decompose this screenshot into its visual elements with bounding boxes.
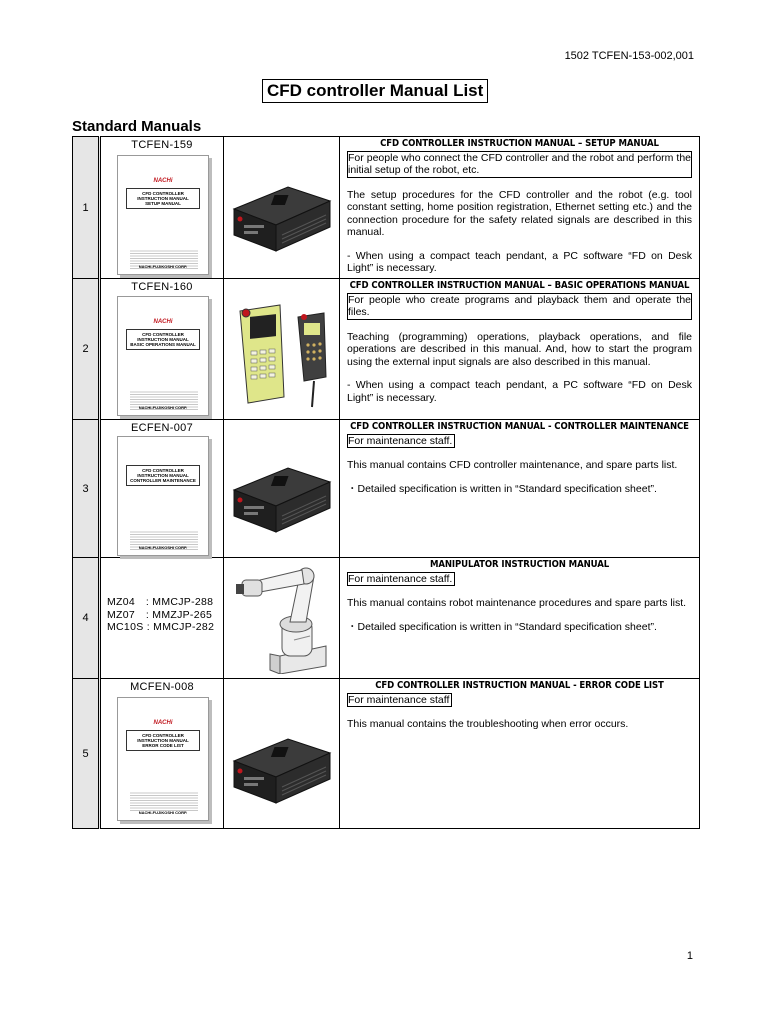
cover-footer: NACHI-FUJIKOSHI CORP. xyxy=(138,545,188,550)
cover-title-line: CFD CONTROLLER xyxy=(142,468,184,473)
product-image-cell xyxy=(224,420,340,558)
manual-cover-thumbnail xyxy=(117,436,209,556)
description-paragraph: ・Detailed specification is written in “Standard specification sheet”. xyxy=(347,482,657,495)
row-number: 1 xyxy=(73,137,100,279)
manual-code: MCFEN-008 xyxy=(130,681,194,693)
robot-arm-image xyxy=(230,562,334,674)
product-image-cell xyxy=(224,558,340,679)
cover-title-line: INSTRUCTION MANUAL xyxy=(137,196,189,201)
row-number: 3 xyxy=(73,420,100,558)
cover-title-box xyxy=(126,730,200,751)
nachi-logo: NACHi xyxy=(153,319,173,325)
description-paragraph: The setup procedures for the CFD controller and the robot (e.g. tool constant setting, home position registration, Ethernet setting etc.) and the connection procedure for the safety related signals are described in this manual. xyxy=(347,188,692,238)
description-cell xyxy=(340,137,700,279)
model-list xyxy=(107,596,214,634)
page-title: CFD controller Manual List xyxy=(262,79,488,103)
nachi-logo: NACHi xyxy=(153,178,173,184)
row-number: 4 xyxy=(73,558,100,679)
document-id: 1502 TCFEN-153-002,001 xyxy=(564,50,694,62)
description-paragraph: This manual contains the troubleshooting when error occurs. xyxy=(347,718,629,730)
cover-title-line: INSTRUCTION MANUAL xyxy=(137,337,189,342)
manual-cover-thumbnail xyxy=(117,697,209,821)
cover-title-line: ERROR CODE LIST xyxy=(142,743,184,748)
manual-list-table xyxy=(72,136,700,829)
model-item: MZ04 : MMCJP-288 xyxy=(107,596,214,608)
manual-cover-cell xyxy=(100,420,224,558)
description-cell xyxy=(340,279,700,420)
manual-cover-cell xyxy=(100,279,224,420)
cover-title-line: CONTROLLER MAINTENANCE xyxy=(130,478,196,483)
cover-body-text xyxy=(130,791,198,811)
table-row xyxy=(73,279,700,420)
description-paragraph: This manual contains CFD controller maintenance, and spare parts list. xyxy=(347,459,678,471)
manual-cover-thumbnail xyxy=(117,296,209,416)
target-audience: For maintenance staff. xyxy=(347,572,455,587)
manual-code: ECFEN-007 xyxy=(131,422,193,434)
row-number: 5 xyxy=(73,679,100,829)
cover-title-box xyxy=(126,329,200,350)
manual-cover-cell xyxy=(100,679,224,829)
cover-footer: NACHI-FUJIKOSHI CORP. xyxy=(138,264,188,269)
controller-unit-image xyxy=(230,721,334,805)
description-paragraph: ・Detailed specification is written in “Standard specification sheet”. xyxy=(347,620,657,633)
cover-footer: NACHI-FUJIKOSHI CORP. xyxy=(138,810,188,815)
product-image-cell xyxy=(224,137,340,279)
manual-title: CFD CONTROLLER INSTRUCTION MANUAL - ERROR CODE LIST xyxy=(375,680,664,691)
manual-cover-cell xyxy=(100,137,224,279)
table-row xyxy=(73,679,700,829)
cover-title-line: CFD CONTROLLER xyxy=(142,191,184,196)
controller-unit-image xyxy=(230,169,334,253)
section-heading: Standard Manuals xyxy=(72,118,202,135)
manual-cover-thumbnail xyxy=(117,155,209,275)
manual-code: TCFEN-159 xyxy=(131,139,193,151)
manual-title: CFD CONTROLLER INSTRUCTION MANUAL - CONTROLLER MAINTENANCE xyxy=(350,421,689,432)
teach-pendants-image xyxy=(230,297,334,413)
cover-title-line: INSTRUCTION MANUAL xyxy=(137,738,189,743)
cover-title-box xyxy=(126,465,200,486)
cover-title-line: INSTRUCTION MANUAL xyxy=(137,473,189,478)
cover-title-box xyxy=(126,188,200,209)
cover-title-line: CFD CONTROLLER xyxy=(142,332,184,337)
target-audience: For people who create programs and playback them and operate the files. xyxy=(348,293,691,318)
product-image-cell xyxy=(224,279,340,420)
description-paragraph: - When using a compact teach pendant, a PC software “FD on Desk Light” is necessary. xyxy=(347,379,692,404)
description-paragraph: Teaching (programming) operations, playback operations, and file operations are described in this manual. And, how to start the program using the external input signals are also described in this manual. xyxy=(347,330,692,368)
target-audience: For people who connect the CFD controller and the robot and perform the initial setup of the robot, etc. xyxy=(348,151,691,176)
nachi-logo: NACHi xyxy=(153,720,173,726)
cover-title-line: BASIC OPERATIONS MANUAL xyxy=(130,342,196,347)
product-image-cell xyxy=(224,679,340,829)
cover-footer: NACHI-FUJIKOSHI CORP. xyxy=(138,405,188,410)
target-audience: For maintenance staff. xyxy=(347,434,455,449)
controller-unit-image xyxy=(230,450,334,534)
table-row xyxy=(73,137,700,279)
description-cell xyxy=(340,679,700,829)
description-cell xyxy=(340,558,700,679)
cover-title-line: SETUP MANUAL xyxy=(145,201,181,206)
manual-title: MANIPULATOR INSTRUCTION MANUAL xyxy=(429,559,610,570)
manual-title: CFD CONTROLLER INSTRUCTION MANUAL – SETUP MANUAL xyxy=(380,138,659,149)
model-item: MC10S : MMCJP-282 xyxy=(107,621,215,633)
manual-code: TCFEN-160 xyxy=(131,281,193,293)
table-row xyxy=(73,420,700,558)
description-paragraph: This manual contains robot maintenance procedures and spare parts list. xyxy=(347,597,687,609)
cover-title-line: CFD CONTROLLER xyxy=(142,733,184,738)
model-item: MZ07 : MMZJP-265 xyxy=(107,608,213,621)
manual-title: CFD CONTROLLER INSTRUCTION MANUAL – BASIC OPERATIONS MANUAL xyxy=(349,280,690,291)
manual-models-cell xyxy=(100,558,224,679)
page-number: 1 xyxy=(686,950,693,962)
row-number: 2 xyxy=(73,279,100,420)
description-cell xyxy=(340,420,700,558)
target-audience: For maintenance staff xyxy=(347,693,452,708)
description-paragraph: - When using a compact teach pendant, a PC software “FD on Desk Light” is necessary. xyxy=(347,249,692,274)
table-row xyxy=(73,558,700,679)
